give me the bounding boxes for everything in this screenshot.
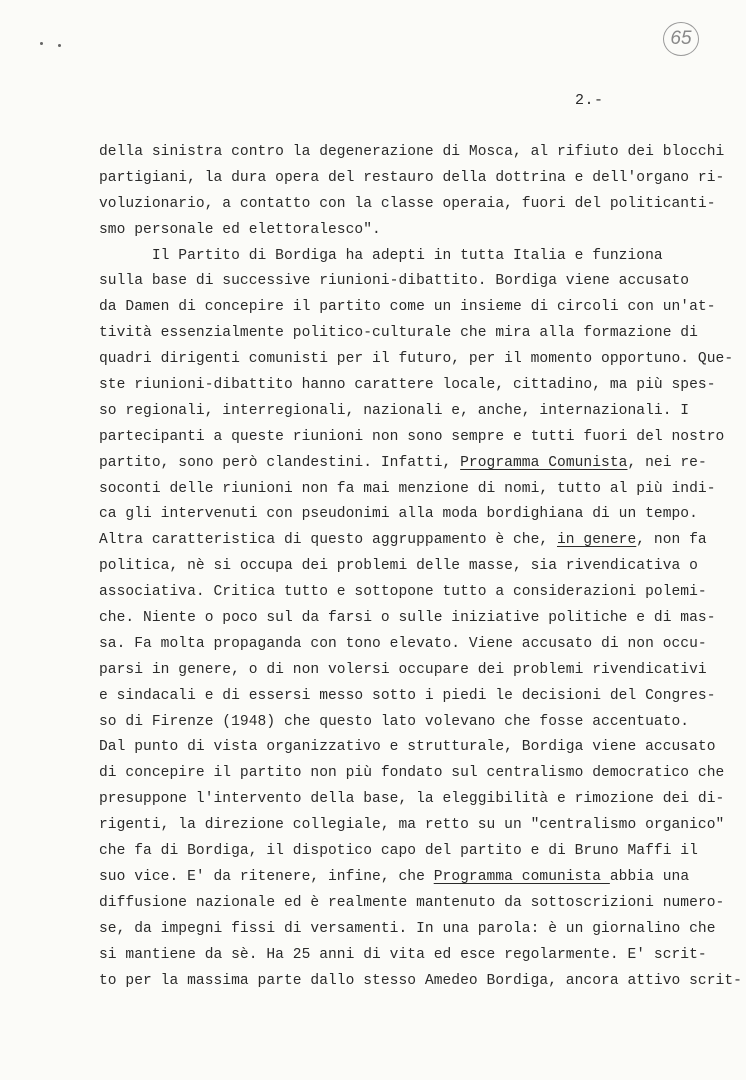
text-segment: da Damen di concepire il partito come un insieme di circoli con un'at- xyxy=(99,299,716,316)
text-line xyxy=(99,399,719,425)
text-line xyxy=(99,269,719,295)
text-segment: abbia una xyxy=(609,868,690,885)
text-line xyxy=(99,218,719,244)
text-line xyxy=(99,839,719,865)
text-segment: ste riunioni-dibattito hanno carattere locale, cittadino, ma più spes- xyxy=(99,377,716,394)
text-segment: smo personale ed elettoralesco". xyxy=(99,221,381,238)
stamp-number: 65 xyxy=(670,28,692,49)
text-segment: parsi in genere, o di non volersi occupare dei problemi rivendicativi xyxy=(99,661,707,678)
text-segment: e sindacali e di essersi messo sotto i piedi le decisioni del Congres- xyxy=(99,687,716,704)
text-line xyxy=(99,580,719,606)
text-segment: sa. Fa molta propaganda con tono elevato. Viene accusato di non occu- xyxy=(99,635,707,652)
text-line xyxy=(99,735,719,761)
text-segment: so di Firenze (1948) che questo lato volevano che fosse accentuato. xyxy=(99,713,690,730)
text-segment: , nei re- xyxy=(627,454,707,471)
text-segment: che fa di Bordiga, il dispotico capo del partito e di Bruno Maffi il xyxy=(99,843,698,860)
text-line xyxy=(99,917,719,943)
text-line xyxy=(99,684,719,710)
text-segment: si mantiene da sè. Ha 25 anni di vita ed esce regolarmente. E' scrit- xyxy=(99,946,707,963)
text-segment: della sinistra contro la degenerazione di Mosca, al rifiuto dei blocchi xyxy=(99,144,725,160)
archive-page-stamp xyxy=(663,22,699,56)
text-line xyxy=(99,787,725,813)
text-segment: so regionali, interregionali, nazionali e, anche, internazionali. I xyxy=(99,402,690,419)
text-line xyxy=(99,761,725,787)
body-text xyxy=(99,140,742,994)
text-line xyxy=(99,658,719,684)
text-segment: soconti delle riunioni non fa mai menzione di nomi, tutto al più indi- xyxy=(99,480,716,497)
text-line xyxy=(99,347,734,373)
text-segment: Dal punto di vista organizzativo e strutturale, Bordiga viene accusato xyxy=(99,739,716,756)
text-segment: partecipanti a queste riunioni non sono sempre e tutti fuori del nostro xyxy=(99,428,725,445)
speck-mark xyxy=(40,42,43,45)
text-line xyxy=(99,606,719,632)
text-segment: che. Niente o poco sul da farsi o sulle iniziative politiche e di mas- xyxy=(99,610,716,627)
text-line xyxy=(99,166,725,192)
underlined-title: in genere xyxy=(557,532,637,549)
text-line xyxy=(99,969,742,995)
text-line xyxy=(99,192,719,218)
speck-mark xyxy=(58,44,61,47)
text-segment: associativa. Critica tutto e sottopone tutto a considerazioni polemi- xyxy=(99,584,707,601)
text-segment: , non fa xyxy=(636,532,707,549)
text-segment: di concepire il partito non più fondato sul centralismo democratico che xyxy=(99,765,725,782)
text-line xyxy=(99,943,719,969)
text-line xyxy=(99,295,719,321)
text-segment: politica, nè si occupa dei problemi delle masse, sia rivendicativa o xyxy=(99,558,698,575)
text-segment: tività essenzialmente politico-culturale che mira alla formazione di xyxy=(99,325,698,342)
text-line xyxy=(99,865,719,891)
text-segment: se, da impegni fissi di versamenti. In una parola: è un giornalino che xyxy=(99,920,716,937)
text-line xyxy=(99,451,719,477)
text-line xyxy=(99,710,719,736)
text-segment: sulla base di successive riunioni-dibattito. Bordiga viene accusato xyxy=(99,273,690,290)
text-segment: rigenti, la direzione collegiale, ma retto su un "centralismo organico" xyxy=(99,817,725,834)
text-line xyxy=(99,554,719,580)
text-segment: suo vice. E' da ritenere, infine, che xyxy=(99,868,434,885)
text-line xyxy=(99,244,719,270)
text-segment: to per la massima parte dallo stesso Amedeo Bordiga, ancora attivo scrit- xyxy=(99,972,742,989)
text-line xyxy=(99,528,719,554)
text-line xyxy=(99,632,719,658)
text-segment: ca gli intervenuti con pseudonimi alla moda bordighiana di un tempo. xyxy=(99,506,698,523)
text-segment: quadri dirigenti comunisti per il futuro, per il momento opportuno. Que- xyxy=(99,351,734,368)
underlined-title: Programma Comunista xyxy=(460,454,628,471)
text-segment: Altra caratteristica di questo aggruppamento è che, xyxy=(99,532,557,549)
text-line xyxy=(99,425,725,451)
page-number: 2.- xyxy=(575,92,604,109)
text-segment: partigiani, la dura opera del restauro della dottrina e dell'organo ri- xyxy=(99,169,725,186)
text-segment: partito, sono però clandestini. Infatti, xyxy=(99,454,461,471)
text-line xyxy=(99,502,719,528)
underlined-title: Programma comunista xyxy=(433,868,610,885)
text-line xyxy=(99,477,719,503)
text-segment: presuppone l'intervento della base, la eleggibilità e rimozione dei di- xyxy=(99,791,725,808)
text-line xyxy=(99,373,719,399)
text-segment: Il Partito di Bordiga ha adepti in tutta Italia e funziona xyxy=(99,247,663,264)
text-line xyxy=(99,321,719,347)
text-segment: voluzionario, a contatto con la classe operaia, fuori del politicanti- xyxy=(99,195,716,212)
text-line xyxy=(99,813,725,839)
text-line xyxy=(99,891,725,917)
text-segment: diffusione nazionale ed è realmente mantenuto da sottoscrizioni numero- xyxy=(99,894,725,911)
text-line xyxy=(99,140,725,166)
